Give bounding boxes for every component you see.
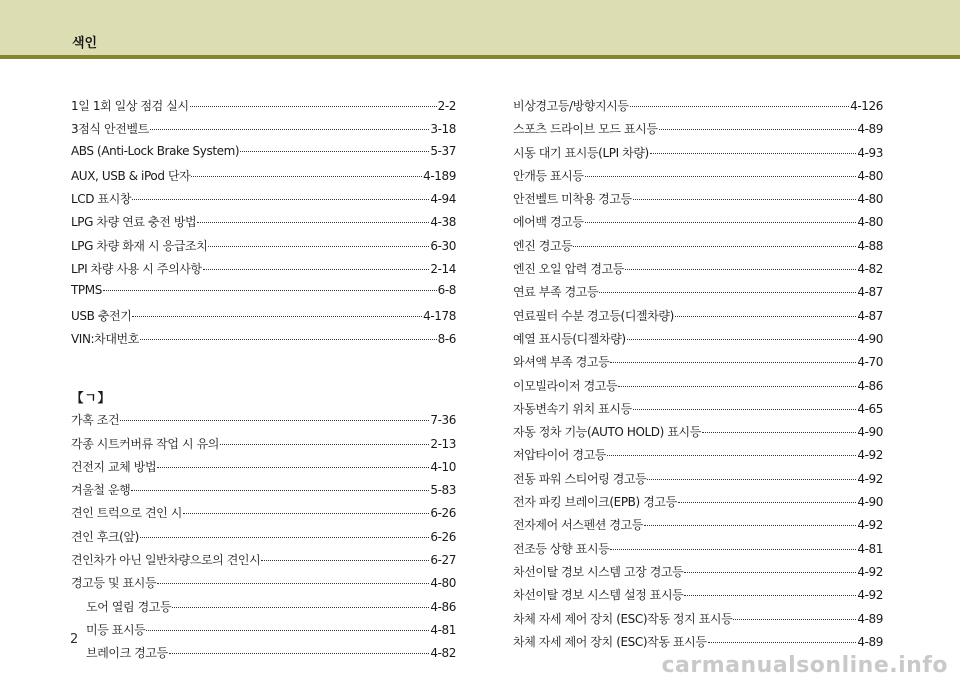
entry-label: 연료 부족 경고등 xyxy=(513,285,599,300)
entry-page-ref: 4-178 xyxy=(423,308,456,323)
page-title: 색인 xyxy=(72,36,98,51)
entry-page-ref: 4-92 xyxy=(857,588,883,603)
dot-leader xyxy=(140,537,429,538)
index-entry[interactable] xyxy=(513,563,883,586)
entry-label: 차선이탈 경보 시스템 설정 표시등 xyxy=(513,588,684,603)
entry-page-ref: 4-38 xyxy=(430,215,456,230)
dot-leader xyxy=(684,572,856,573)
index-entry[interactable] xyxy=(513,470,883,493)
index-entry[interactable] xyxy=(71,144,456,167)
dot-leader xyxy=(684,595,856,596)
entry-label: 전자 파킹 브레이크(EPB) 경고등 xyxy=(513,495,677,510)
dot-leader xyxy=(183,513,429,514)
entry-label: 도어 열림 경고등 xyxy=(86,599,172,614)
index-entry[interactable] xyxy=(71,598,456,621)
entry-page-ref: 4-88 xyxy=(857,238,883,253)
entry-label: 가혹 조건 xyxy=(71,413,120,428)
entry-page-ref: 3-18 xyxy=(430,122,456,137)
entry-label: TPMS xyxy=(71,283,102,298)
dot-leader xyxy=(630,106,850,107)
dot-leader xyxy=(627,339,857,340)
entry-page-ref: 4-87 xyxy=(857,308,883,323)
index-entry[interactable] xyxy=(513,144,883,167)
entry-label: 안개등 표시등 xyxy=(513,168,584,183)
entry-page-ref: 7-36 xyxy=(430,413,456,428)
dot-leader xyxy=(169,653,430,654)
dot-leader xyxy=(585,176,857,177)
entry-page-ref: 4-87 xyxy=(857,285,883,300)
index-entry[interactable] xyxy=(513,400,883,423)
section-heading: 【ㄱ】 xyxy=(71,390,112,406)
entry-page-ref: 6-30 xyxy=(430,238,456,253)
entry-page-ref: 5-83 xyxy=(430,483,456,498)
entry-page-ref: 2-14 xyxy=(430,262,456,277)
entry-page-ref: 4-80 xyxy=(857,215,883,230)
entry-label: 브레이크 경고등 xyxy=(86,646,168,661)
dot-leader xyxy=(650,153,857,154)
entry-page-ref: 6-27 xyxy=(430,553,456,568)
index-entry[interactable] xyxy=(513,540,883,563)
dot-leader xyxy=(675,316,856,317)
dot-leader xyxy=(190,106,437,107)
dot-leader xyxy=(573,246,856,247)
entry-label: 와셔액 부족 경고등 xyxy=(513,355,610,370)
index-entry[interactable] xyxy=(513,167,883,190)
index-entry[interactable] xyxy=(513,97,883,120)
entry-label: ABS (Anti-Lock Brake System) xyxy=(71,143,240,158)
entry-page-ref: 4-86 xyxy=(857,378,883,393)
entry-label: 자동변속기 위치 표시등 xyxy=(513,401,632,416)
entry-label: 1일 1회 일상 점검 실시 xyxy=(71,99,189,113)
index-entry[interactable] xyxy=(71,237,456,260)
index-entry[interactable] xyxy=(71,551,456,574)
dot-leader xyxy=(191,176,422,177)
entry-page-ref: 4-90 xyxy=(857,331,883,346)
dot-leader xyxy=(146,630,429,631)
right-entry-list xyxy=(513,97,883,656)
index-entry[interactable] xyxy=(71,528,456,551)
entry-label: 견인 후크(앞) xyxy=(71,529,139,544)
entry-page-ref: 4-82 xyxy=(857,262,883,277)
index-entry[interactable] xyxy=(71,330,456,353)
entry-label: 시동 대기 표시등(LPI 차량) xyxy=(513,145,649,160)
entry-label: 건전지 교체 방법 xyxy=(71,459,157,474)
dot-leader xyxy=(644,525,856,526)
dot-leader xyxy=(261,560,429,561)
index-column-right xyxy=(513,97,883,656)
entry-page-ref: 4-89 xyxy=(857,611,883,626)
dot-leader xyxy=(659,129,857,130)
dot-leader xyxy=(140,339,437,340)
dot-leader xyxy=(132,316,422,317)
dot-leader xyxy=(150,129,430,130)
entry-page-ref: 5-37 xyxy=(430,143,456,158)
entry-page-ref: 4-86 xyxy=(430,599,456,614)
index-entry[interactable] xyxy=(71,307,456,330)
entry-label: AUX, USB & iPod 단자 xyxy=(71,168,191,183)
index-entry[interactable] xyxy=(513,330,883,353)
dot-leader xyxy=(702,432,856,433)
index-entry[interactable] xyxy=(71,435,456,458)
dot-leader xyxy=(131,490,429,491)
index-entry[interactable] xyxy=(513,446,883,469)
dot-leader xyxy=(647,479,856,480)
index-entry[interactable] xyxy=(71,283,456,306)
entry-label: 미등 표시등 xyxy=(86,622,146,637)
dot-leader xyxy=(208,246,429,247)
dot-leader xyxy=(610,549,856,550)
sub-entry-list xyxy=(71,598,456,668)
section-gap xyxy=(71,353,456,388)
dot-leader xyxy=(157,467,429,468)
index-entry[interactable] xyxy=(513,586,883,609)
index-entry[interactable] xyxy=(513,307,883,330)
entry-page-ref: 4-10 xyxy=(430,459,456,474)
entry-label: 엔진 경고등 xyxy=(513,238,573,253)
dot-leader xyxy=(220,444,429,445)
dot-leader xyxy=(678,502,857,503)
entry-label: 스포츠 드라이브 모드 표시등 xyxy=(513,122,658,137)
index-entry[interactable] xyxy=(513,353,883,376)
entry-page-ref: 4-65 xyxy=(857,401,883,416)
index-entry[interactable] xyxy=(71,458,456,481)
entry-page-ref: 2-2 xyxy=(437,99,456,113)
dot-leader xyxy=(633,199,857,200)
entry-label: 전자제어 서스펜션 경고등 xyxy=(513,518,643,533)
entry-label: LPG 차량 화재 시 응급조치 xyxy=(71,238,208,253)
top-entry-list xyxy=(71,97,456,353)
entry-page-ref: 4-80 xyxy=(857,168,883,183)
index-entry[interactable] xyxy=(71,190,456,213)
index-entry[interactable] xyxy=(513,237,883,260)
index-entry[interactable] xyxy=(71,574,456,597)
entry-page-ref: 4-89 xyxy=(857,122,883,137)
entry-page-ref: 4-82 xyxy=(430,646,456,661)
index-entry[interactable] xyxy=(71,644,456,667)
index-entry[interactable] xyxy=(71,411,456,434)
index-entry[interactable] xyxy=(71,120,456,143)
entry-label: 차체 자세 제어 장치 (ESC)작동 표시등 xyxy=(513,634,707,649)
entry-page-ref: 4-81 xyxy=(857,541,883,556)
index-entry[interactable] xyxy=(513,377,883,400)
dot-leader xyxy=(607,455,856,456)
index-entry[interactable] xyxy=(71,167,456,190)
index-entry[interactable] xyxy=(513,120,883,143)
entry-page-ref: 4-70 xyxy=(857,355,883,370)
dot-leader xyxy=(633,409,857,410)
index-entry[interactable] xyxy=(513,190,883,213)
index-column-left xyxy=(71,97,456,668)
page-number: 2 xyxy=(70,632,79,647)
index-entry[interactable] xyxy=(513,213,883,236)
entry-label: LPI 차량 사용 시 주의사항 xyxy=(71,262,202,277)
dot-leader xyxy=(157,583,429,584)
entry-label: 에어백 경고등 xyxy=(513,215,584,230)
index-entry[interactable] xyxy=(513,423,883,446)
entry-page-ref: 6-26 xyxy=(430,529,456,544)
entry-label: 견인차가 아닌 일반차량으로의 견인시 xyxy=(71,553,261,568)
dot-leader xyxy=(618,386,856,387)
entry-page-ref: 4-92 xyxy=(857,471,883,486)
entry-label: 저압타이어 경고등 xyxy=(513,448,606,463)
dot-leader xyxy=(103,290,437,291)
index-entry[interactable] xyxy=(71,213,456,236)
dot-leader xyxy=(240,151,429,152)
entry-label: 연료필터 수분 경고등(디젤차량) xyxy=(513,308,674,323)
entry-page-ref: 4-90 xyxy=(857,495,883,510)
dot-leader xyxy=(733,619,856,620)
entry-page-ref: 4-80 xyxy=(857,192,883,207)
dot-leader xyxy=(120,420,429,421)
entry-label: 차선이탈 경보 시스템 고장 경고등 xyxy=(513,564,684,579)
index-entry[interactable] xyxy=(513,493,883,516)
dot-leader xyxy=(625,269,856,270)
entry-label: 예열 표시등(디젤차량) xyxy=(513,331,626,346)
entry-page-ref: 4-90 xyxy=(857,425,883,440)
entry-page-ref: 4-126 xyxy=(850,99,883,113)
index-entry[interactable] xyxy=(71,97,456,120)
entry-label: 전조등 상향 표시등 xyxy=(513,541,610,556)
entry-page-ref: 2-13 xyxy=(430,436,456,451)
dot-leader xyxy=(708,642,857,643)
entry-page-ref: 6-8 xyxy=(437,283,456,298)
watermark: carmanualsonline.info xyxy=(661,653,948,678)
entry-page-ref: 4-89 xyxy=(857,634,883,649)
entry-page-ref: 4-92 xyxy=(857,518,883,533)
index-entry[interactable] xyxy=(513,610,883,633)
dot-leader xyxy=(172,607,429,608)
entry-label: 겨울철 운행 xyxy=(71,483,131,498)
index-entry[interactable] xyxy=(513,283,883,306)
entry-label: LPG 차량 연료 충전 방법 xyxy=(71,215,197,230)
dot-leader xyxy=(610,362,856,363)
entry-label: 자동 정차 기능(AUTO HOLD) 표시등 xyxy=(513,425,701,440)
header-band xyxy=(0,0,960,55)
entry-label: 3점식 안전벨트 xyxy=(71,122,149,137)
section-entry-list xyxy=(71,411,456,597)
entry-page-ref: 4-92 xyxy=(857,564,883,579)
entry-label: 이모빌라이저 경고등 xyxy=(513,378,618,393)
dot-leader xyxy=(203,269,430,270)
dot-leader xyxy=(132,199,429,200)
entry-page-ref: 4-80 xyxy=(430,576,456,591)
entry-label: 각종 시트커버류 작업 시 유의 xyxy=(71,436,219,451)
entry-label: LCD 표시창 xyxy=(71,192,132,207)
index-entry[interactable] xyxy=(71,481,456,504)
dot-leader xyxy=(599,292,856,293)
entry-label: 경고등 및 표시등 xyxy=(71,576,157,591)
dot-leader xyxy=(585,222,857,223)
entry-label: 차체 자세 제어 장치 (ESC)작동 정지 표시등 xyxy=(513,611,733,626)
entry-page-ref: 4-189 xyxy=(423,168,456,183)
entry-page-ref: 6-26 xyxy=(430,506,456,521)
entry-label: 엔진 오일 압력 경고등 xyxy=(513,262,624,277)
entry-page-ref: 4-93 xyxy=(857,145,883,160)
index-entry[interactable] xyxy=(71,260,456,283)
entry-label: VIN:차대번호 xyxy=(71,331,139,346)
index-entry[interactable] xyxy=(71,621,456,644)
entry-page-ref: 4-92 xyxy=(857,448,883,463)
entry-label: USB 충전기 xyxy=(71,308,132,323)
entry-page-ref: 4-81 xyxy=(430,622,456,637)
dot-leader xyxy=(197,222,429,223)
index-entry[interactable] xyxy=(513,260,883,283)
entry-page-ref: 8-6 xyxy=(437,331,456,346)
index-entry[interactable] xyxy=(513,516,883,539)
entry-label: 안전벨트 미착용 경고등 xyxy=(513,192,632,207)
header-rule xyxy=(0,55,960,59)
index-entry[interactable] xyxy=(71,504,456,527)
entry-label: 견인 트럭으로 견인 시 xyxy=(71,506,182,521)
entry-page-ref: 4-94 xyxy=(430,192,456,207)
entry-label: 전동 파워 스티어링 경고등 xyxy=(513,471,647,486)
entry-label: 비상경고등/방향지시등 xyxy=(513,99,629,113)
